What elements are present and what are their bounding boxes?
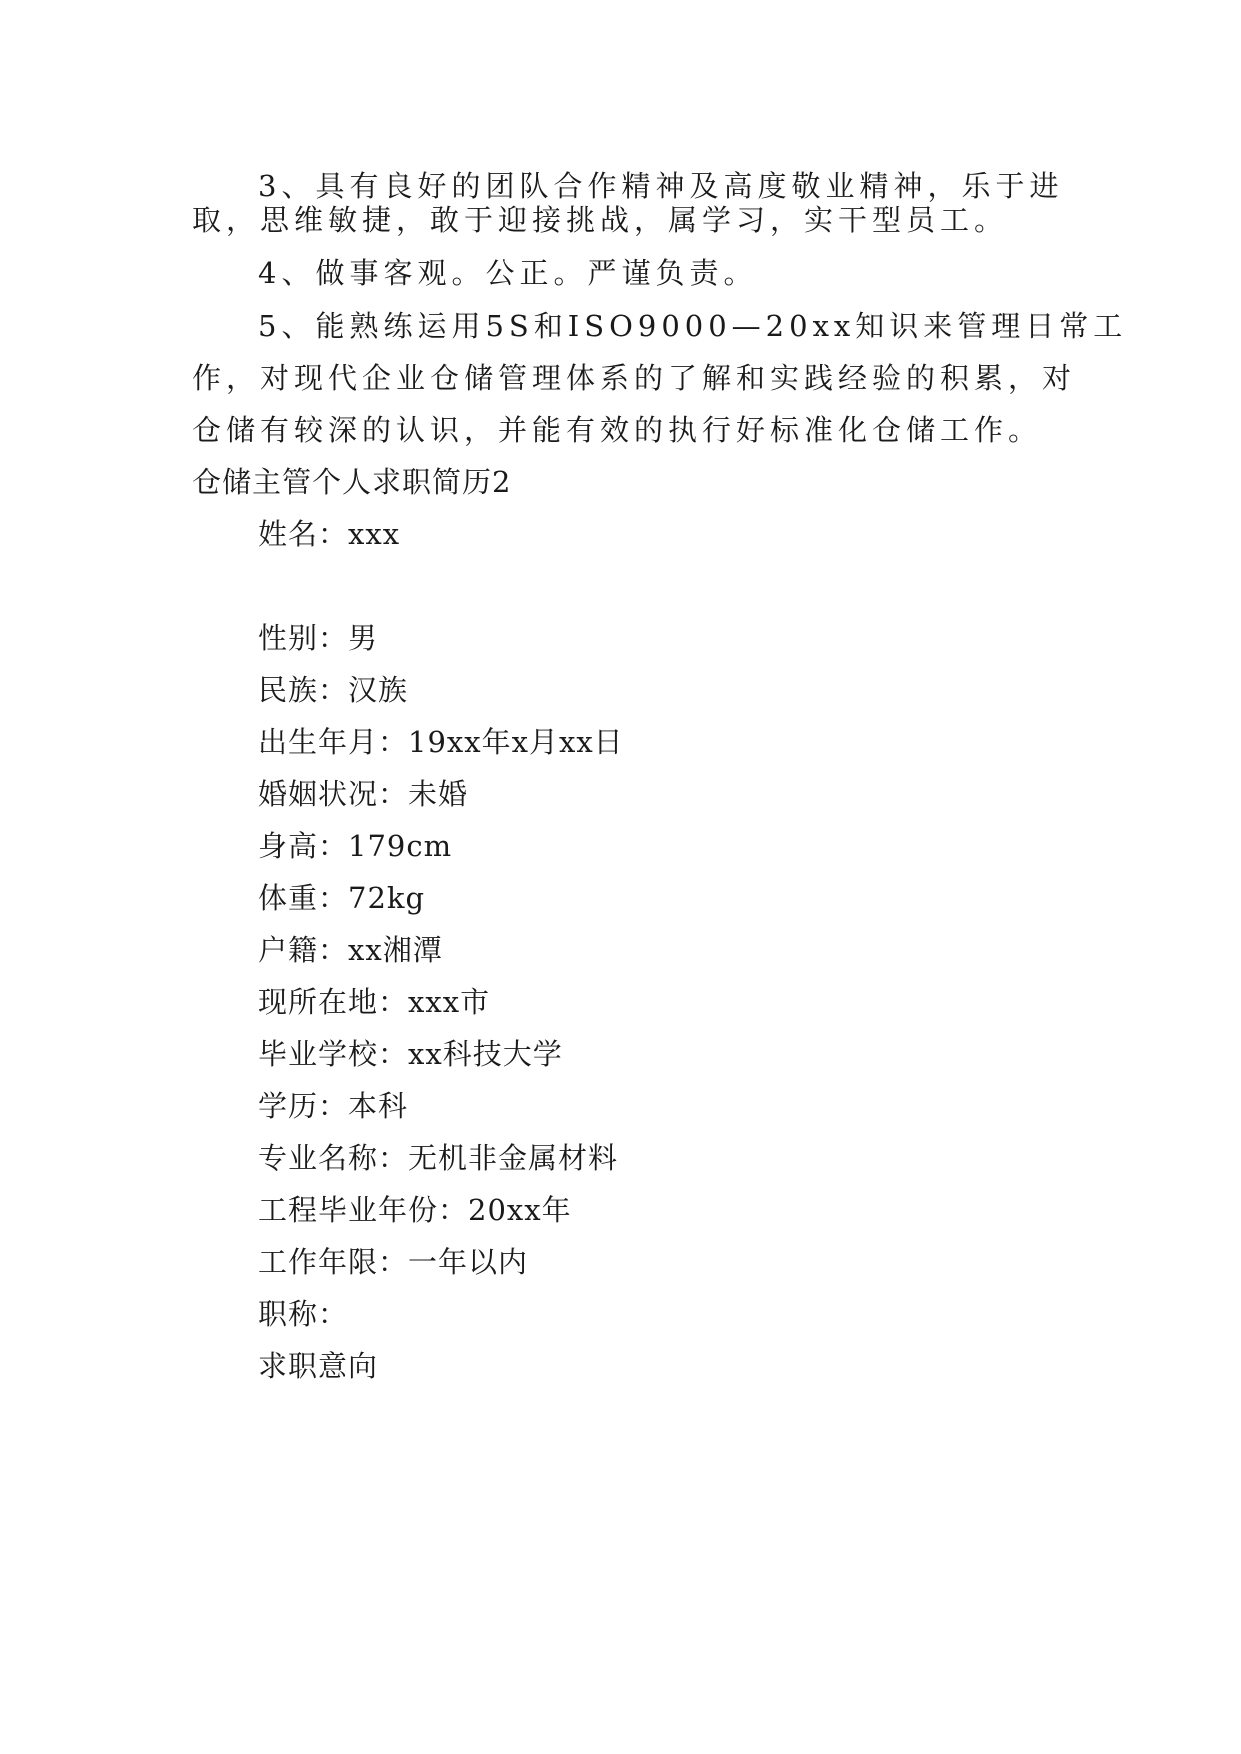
field-work-experience: 工作年限：一年以内 <box>258 1245 529 1279</box>
field-education: 学历：本科 <box>258 1089 409 1123</box>
field-ethnicity: 民族：汉族 <box>258 673 409 707</box>
field-birth-date: 出生年月：19xx年x月xx日 <box>258 725 624 759</box>
field-school: 毕业学校：xx科技大学 <box>258 1037 563 1071</box>
field-weight: 体重：72kg <box>258 881 426 915</box>
field-major: 专业名称：无机非金属材料 <box>258 1141 619 1175</box>
field-graduation-year: 工程毕业年份：20xx年 <box>258 1193 572 1227</box>
field-name: 姓名：xxx <box>258 517 401 551</box>
paragraph-4: 4、做事客观。公正。严谨负责。 <box>258 256 758 290</box>
section-job-intention: 求职意向 <box>258 1349 379 1383</box>
paragraph-5-line-1: 5、能熟练运用5S和ISO9000—20xx知识来管理日常工 <box>258 309 1128 343</box>
paragraph-5-line-2: 作，对现代企业仓储管理体系的了解和实践经验的积累，对 <box>192 361 1077 395</box>
field-height: 身高：179cm <box>258 829 453 863</box>
field-title: 职称： <box>258 1297 349 1331</box>
resume-heading: 仓储主管个人求职简历2 <box>192 465 512 499</box>
field-household-registration: 户籍：xx湘潭 <box>258 933 443 967</box>
field-marital-status: 婚姻状况：未婚 <box>258 777 469 811</box>
paragraph-3-line-2: 取，思维敏捷，敢于迎接挑战，属学习，实干型员工。 <box>192 203 1009 237</box>
paragraph-3-line-1: 3、具有良好的团队合作精神及高度敬业精神，乐于进 <box>258 169 1064 203</box>
paragraph-5-line-3: 仓储有较深的认识，并能有效的执行好标准化仓储工作。 <box>192 413 1043 447</box>
field-current-location: 现所在地：xxx市 <box>258 985 491 1019</box>
field-gender: 性别：男 <box>258 621 379 655</box>
